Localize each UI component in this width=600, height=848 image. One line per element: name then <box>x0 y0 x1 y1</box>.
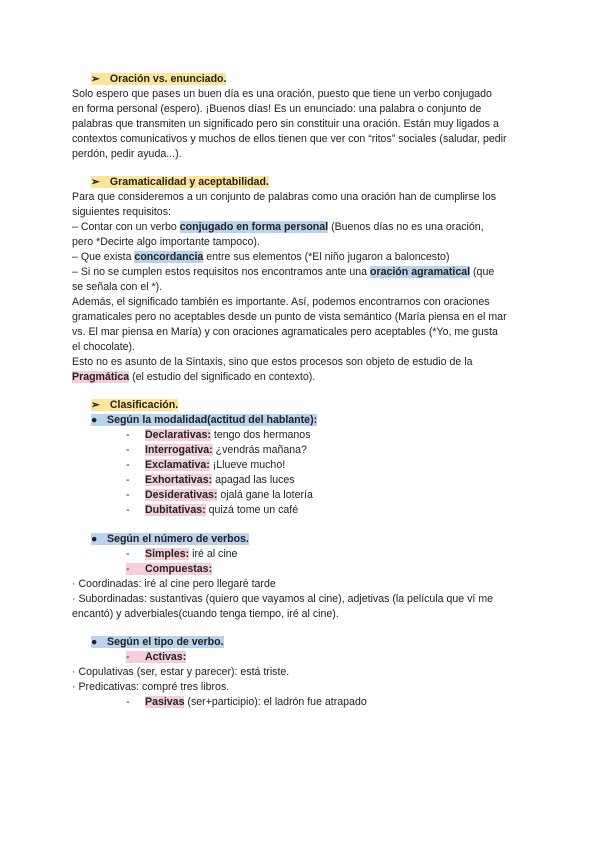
section1-heading: Oración vs. enunciado. <box>109 73 227 85</box>
requirement-1 <box>72 220 484 234</box>
subordinadas-line-1: · Subordinadas: sustantivas (quiero que vayamos al cine), adjetivas (la película que ví me <box>72 593 494 605</box>
modalidad-item-text: quizá tome un café <box>205 504 299 516</box>
section1-heading-line <box>91 72 226 86</box>
section2-heading: Gramaticalidad y aceptabilidad. <box>109 176 269 188</box>
req3-prefix: – Si no se cumplen estos requisitos nos encontramos ante una <box>72 266 370 278</box>
modalidad-item-text: ¡Llueve mucho! <box>209 459 286 471</box>
compuestas-item <box>126 562 212 576</box>
modalidad-item-text: apagad las luces <box>212 474 295 486</box>
req1-suffix: (Buenos días no es una oración, <box>328 221 484 233</box>
req2-suffix: entre sus elementos (*El niño jugaron a baloncesto) <box>203 251 450 263</box>
modalidad-item-text: ojalá gane la lotería <box>217 489 313 501</box>
section3-heading-line <box>91 398 178 412</box>
requirement-3 <box>72 265 494 279</box>
verbos-heading: Según el número de verbos. <box>107 533 249 545</box>
subordinadas-line-2: encantó) y adverbiales(cuando tenga tiempo, iré al cine). <box>72 608 339 620</box>
pragmatica-highlight: Pragmática <box>72 371 130 383</box>
simples-item <box>126 547 237 561</box>
copulativas-line: · Copulativas (ser, estar y parecer): está triste. <box>72 666 290 678</box>
section1-line-2: en forma personal (espero). ¡Buenos días! Es un enunciado: una palabra o conjunto de <box>72 103 482 115</box>
bullet-icon: ● <box>91 636 98 648</box>
modalidad-item-text: tengo dos hermanos <box>210 429 311 441</box>
dash-icon: - <box>126 489 130 501</box>
arrow-icon: ➢ <box>91 176 100 188</box>
modalidad-item-label: Dubitativas: <box>145 504 206 516</box>
simples-text: iré al cine <box>189 548 238 560</box>
arrow-icon: ➢ <box>91 73 100 85</box>
paragraph-line-3: vs. El mar piensa en María) y con oraciones agramaticales pero aceptables (*Yo, me gusta <box>72 326 498 338</box>
predicativas-line: · Predicativas: compré tres libros. <box>72 681 230 693</box>
tipo-heading: Según el tipo de verbo. <box>107 636 224 648</box>
dash-icon: - <box>126 504 130 516</box>
dash-icon: - <box>126 459 130 471</box>
activas-label: Activas: <box>145 651 187 663</box>
req3-highlight: oración agramatical <box>369 266 471 278</box>
modalidad-item-label: Declarativas: <box>145 429 211 441</box>
section1-line-5: perdón, pedir ayuda...). <box>72 148 182 160</box>
section2-heading-line <box>91 175 269 189</box>
modalidad-item <box>126 488 313 502</box>
modalidad-item-label: Desiderativas: <box>145 489 218 501</box>
bullet-icon: ● <box>91 414 98 426</box>
modalidad-heading-line <box>91 413 317 427</box>
section2-intro-2: siguientes requisitos: <box>72 206 171 218</box>
dash-icon: - <box>126 444 130 456</box>
pasivas-text: (ser+participio): el ladrón fue atrapado <box>184 696 367 708</box>
modalidad-item-label: Interrogativa: <box>145 444 213 456</box>
req3-suffix: (que <box>470 266 495 278</box>
req1-highlight: conjugado en forma personal <box>179 221 329 233</box>
tipo-heading-line <box>91 635 224 649</box>
modalidad-item <box>126 503 298 517</box>
section1-line-1: Solo espero que pases un buen día es una oración, puesto que tiene un verbo conjugado <box>72 88 492 100</box>
pasivas-label: Pasivas <box>145 696 185 708</box>
bullet-icon: ● <box>91 533 98 545</box>
modalidad-item <box>126 473 295 487</box>
modalidad-item <box>126 428 311 442</box>
dash-icon: - <box>126 474 130 486</box>
dash-icon: - <box>126 696 130 708</box>
requirement-1-cont: pero *Decirte algo importante tampoco). <box>72 236 260 248</box>
dash-icon: - <box>126 429 130 441</box>
modalidad-item-text: ¿vendrás mañana? <box>212 444 307 456</box>
paragraph-line-6 <box>72 370 315 384</box>
modalidad-item <box>126 443 307 457</box>
paragraph-line-5: Esto no es asunto de la Sintaxis, sino que estos procesos son objeto de estudio de la <box>72 356 473 368</box>
arrow-icon: ➢ <box>91 399 100 411</box>
dash-icon: - <box>126 548 130 560</box>
dash-icon: - <box>126 563 130 575</box>
requirement-3-cont: se señala con el *). <box>72 281 163 293</box>
coordinadas-line: · Coordinadas: iré al cine pero llegaré tarde <box>72 578 276 590</box>
modalidad-heading: Según la modalidad(actitud del hablante): <box>107 414 318 426</box>
modalidad-item-label: Exclamativa: <box>145 459 210 471</box>
req1-prefix: – Contar con un verbo <box>72 221 180 233</box>
modalidad-item <box>126 458 285 472</box>
compuestas-label: Compuestas: <box>145 563 213 575</box>
dash-icon: - <box>126 651 130 663</box>
simples-label: Simples: <box>145 548 190 560</box>
paragraph-line-2: gramaticales pero no aceptables desde un punto de vista semántico (María piensa en el mar <box>72 311 507 323</box>
requirement-2 <box>72 250 449 264</box>
pragmatica-suffix: (el estudio del significado en contexto). <box>129 371 316 383</box>
verbos-heading-line <box>91 532 249 546</box>
pasivas-item <box>126 695 367 709</box>
modalidad-item-label: Exhortativas: <box>145 474 213 486</box>
section3-heading: Clasificación. <box>109 399 179 411</box>
paragraph-line-1: Además, el significado también es importante. Así, podemos encontrarnos con oraciones <box>72 296 490 308</box>
req2-prefix: – Que exista <box>72 251 135 263</box>
section1-line-3: palabras que transmiten un significado pero sin constituir una oración. Están muy ligados a <box>72 118 499 130</box>
section1-line-4: contextos comunicativos y muchos de ellos tienen que ver con “ritos” sociales (saludar, pedir <box>72 133 507 145</box>
paragraph-line-4: el chocolate). <box>72 341 136 353</box>
req2-highlight: concordancia <box>134 251 204 263</box>
activas-item <box>126 650 186 664</box>
section2-intro-1: Para que consideremos a un conjunto de palabras como una oración han de cumplirse los <box>72 191 497 203</box>
